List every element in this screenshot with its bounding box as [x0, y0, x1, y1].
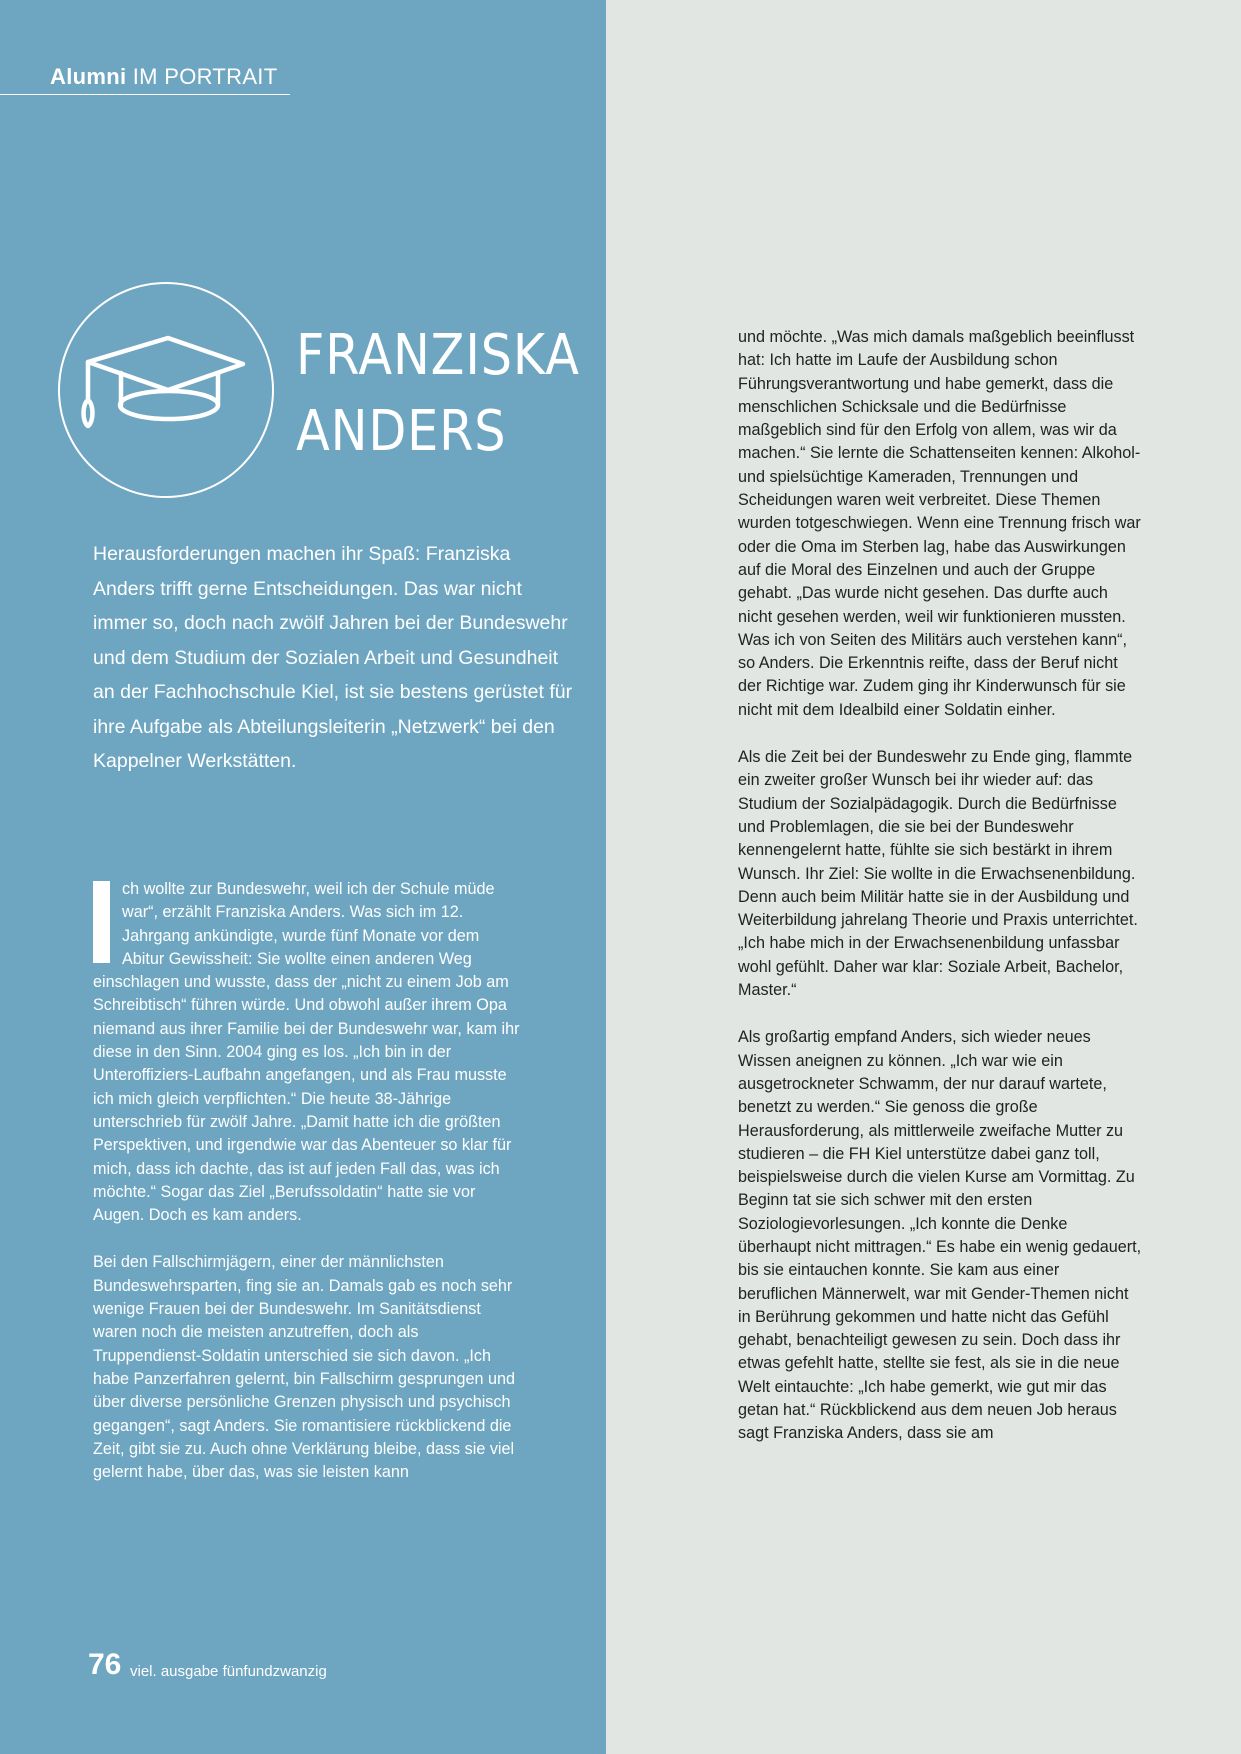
left-column — [93, 878, 521, 1508]
section-label — [50, 64, 277, 90]
section-label-bold: Alumni — [50, 64, 127, 89]
paragraph: Als großartig empfand Anders, sich wieder neues Wissen aneignen zu können. „Ich war wie ein ausgetrockneter Schwamm, der nur darauf wartete, benetzt zu werden.“ Sie genoss die große Herausforderung, als mittlerweile zweifache Mutter zu studieren – die FH Kiel unterstütze dabei ganz toll, beispielsweise durch die vielen Kurse am Vormittag. Zu Beginn tat sie sich schwer mit den ersten Soziologievorlesungen. „Ich konnte die Denke überhaupt nicht mittragen.“ Es habe ein wenig gedauert, bis sie eintauchen konnte. Sie kam aus einer beruflichen Männerwelt, war mit Gender-Themen nicht in Berührung gekommen und hatte nicht das Gefühl gehabt, benachteiligt gewesen zu sein. Doch dass ihr etwas gefehlt hatte, stellte sie fest, als sie in die neue Welt eintauchte: „Ich habe gemerkt, wie gut mir das getan hat.“ Rückblickend aus dem neuen Job heraus sagt Franziska Anders, dass sie am — [738, 1028, 1142, 1443]
paragraph: Als die Zeit bei der Bundeswehr zu Ende ging, flammte ein zweiter großer Wunsch bei ihr wieder auf: das Studium der Sozialpädagogik. Durch die Bedürfnisse und Problemlagen, die sie bei der Bundeswehr kennengelernt hatte, fühlte sie sich bestärkt in ihrem Wunsch. Ihr Ziel: Sie wollte in die Erwachsenenbildung. Denn auch beim Militär hatte sie in der Ausbildung und Weiterbildung jahrelang Theorie und Praxis unterrichtet. „Ich habe mich in der Erwachsenenbildung unfassbar wohl gefühlt. Daher war klar: Soziale Arbeit, Bachelor, Master.“ — [738, 748, 1138, 1000]
graduation-cap-icon — [58, 282, 274, 498]
paragraph-opening — [93, 878, 521, 1227]
title-line-last: ANDERS — [296, 399, 507, 464]
title-line-first: FRANZISKA — [296, 323, 580, 388]
drop-cap-letter — [93, 881, 110, 963]
section-divider — [0, 94, 290, 95]
article-title — [296, 318, 580, 470]
section-label-rest: IM PORTRAIT — [126, 64, 278, 89]
paragraph: Bei den Fallschirmjägern, einer der männlichsten Bundeswehrsparten, fing sie an. Damals gab es noch sehr wenige Frauen bei der Bundeswehr. Im Sanitätsdienst waren noch die meisten anzutreffen, doch als Truppendienst-Soldatin unterschied sie sich davon. „Ich habe Panzerfahren gelernt, bin Fallschirm gesprungen und über diverse persönliche Grenzen physisch und psychisch gegangen“, sagt Anders. Sie romantisiere rückblickend die Zeit, gibt sie zu. Auch ohne Verklärung bleibe, dass sie viel gelernt habe, über das, was sie leisten kann — [93, 1253, 516, 1482]
paragraph: und möchte. „Was mich damals maßgeblich beeinflusst hat: Ich hatte im Laufe der Ausbildung schon Führungsverantwortung und habe gemerkt, dass die menschlichen Schicksale und die Bedürfnisse maßgeblich sind für den Erfolg von allem, was wir da machen.“ Sie lernte die Schattenseiten kennen: Alkohol- und spielsüchtige Kameraden, Trennungen und Scheidungen waren weit verbreitet. Diese Themen wurden totgeschwiegen. Wenn eine Trennung frisch war oder die Oma im Sterben lag, habe das Auswirkungen auf die Moral des Einzelnen und auch der Gruppe gehabt. „Das wurde nicht gesehen. Das durfte auch nicht gesehen werden, weil wir funktionieren mussten. Was ich von Seiten des Militärs auch verstehen kann“, so Anders. Die Erkenntnis reifte, dass der Beruf nicht der Richtige war. Zudem ging ihr Kinderwunsch für sie nicht mit dem Idealbild einer Soldatin einher. — [738, 328, 1141, 719]
intro-paragraph: Herausforderungen machen ihr Spaß: Franziska Anders trifft gerne Entscheidungen. Das war nicht immer so, doch nach zwölf Jahren bei der Bundeswehr und dem Studium der Sozialen Arbeit und Gesundheit an der Fachhochschule Kiel, ist sie bestens gerüstet für ihre Aufgabe als Abteilungsleiterin „Netzwerk“ bei den Kappelner Werkstätten. — [93, 543, 573, 772]
page-number: 76 — [88, 1648, 122, 1681]
right-column — [738, 326, 1142, 1470]
publication-name: viel. ausgabe fünfundzwanzig — [130, 1663, 327, 1680]
paragraph-opening-text: ch wollte zur Bundeswehr, weil ich der Schule müde war“, erzählt Franziska Anders. Was sich im 12. Jahrgang ankündigte, wurde fünf Monate vor dem Abitur Gewissheit: Sie wollte einen anderen Weg einschlagen und wusste, dass der „nicht zu einem Job am Schreibtisch“ führen würde. Und obwohl außer ihrem Opa niemand aus ihrer Familie bei der Bundeswehr war, kam ihr diese in den Sinn. 2004 ging es los. „Ich bin in der Unteroffiziers-Laufbahn angefangen, und als Frau musste ich mich gleich verpflichten.“ Die heute 38-Jährige unterschrieb für zwölf Jahre. „Damit hatte ich die größten Perspektiven, und irgendwie war das Abenteuer so klar für mich, dass ich dachte, das ist auf jeden Fall das, was ich möchte.“ Sogar das Ziel „Berufssoldatin“ hatte sie vor Augen. Doch es kam anders. — [93, 880, 520, 1225]
